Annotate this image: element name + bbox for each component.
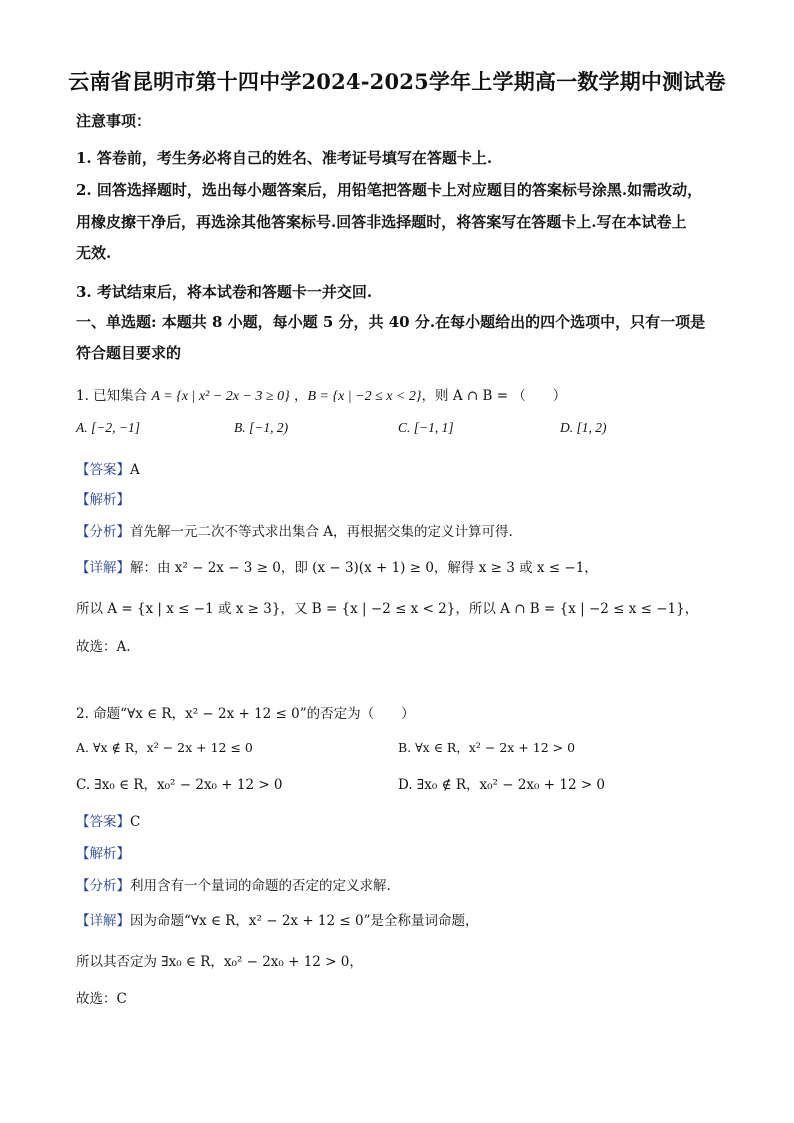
q2-option-b: B. ∀x ∈ R，x² − 2x + 12 > 0 [398, 740, 576, 755]
q1-stem-prefix: 1. 已知集合 [76, 388, 152, 404]
notice-item-2-line-1: 2. 回答选择题时，选出每小题答案后，用铅笔把答题卡上对应题目的答案标号涂黑.如需改动， [76, 181, 703, 199]
q1-option-d: D. [1, 2) [560, 420, 607, 435]
q2-stem: 2. 命题“∀x ∈ R，x² − 2x + 12 ≤ 0”的否定为（ ） [76, 706, 415, 722]
q2-fenxi [76, 874, 391, 894]
q2-option-d: D. ∃x₀ ∉ R，x₀² − 2x₀ + 12 > 0 [398, 777, 606, 793]
q2-detail-text-1: 因为命题“∀x ∈ R，x² − 2x + 12 ≤ 0”是全称量词命题， [130, 913, 479, 929]
detail-tag: 【详解】 [76, 560, 130, 576]
q2-detail-line-1 [76, 909, 478, 929]
q1-set-a: A = {x | x² − 2x − 3 ≥ 0} [151, 389, 290, 404]
section-heading-line-2: 符合题目要求的 [76, 344, 182, 362]
q2-fenxi-text: 利用含有一个量词的命题的否定的定义求解. [130, 878, 391, 894]
notice-item-3: 3. 考试结束后，将本试卷和答题卡一并交回. [76, 283, 373, 301]
q1-analysis-tag: 【解析】 [76, 492, 130, 508]
q2-answer [76, 810, 140, 830]
q2-analysis-tag: 【解析】 [76, 846, 130, 862]
q2-conclusion: 故选：C [76, 991, 127, 1007]
q1-fenxi [76, 520, 513, 540]
q1-stem [76, 384, 566, 405]
q1-option-b: B. [−1, 2) [234, 420, 289, 435]
answer-tag: 【答案】 [76, 462, 130, 478]
q2-detail-line-2: 所以其否定为 ∃x₀ ∈ R，x₀² − 2x₀ + 12 > 0， [76, 954, 363, 970]
q1-separator: ， [289, 388, 308, 404]
q1-option-c: C. [−1, 1] [398, 420, 454, 435]
q2-answer-value: C [130, 814, 141, 830]
q1-conclusion: 故选：A. [76, 639, 131, 655]
q1-detail-line-1 [76, 556, 598, 576]
fenxi-tag: 【分析】 [76, 524, 130, 540]
q1-option-a: A. [−2, −1] [76, 420, 140, 435]
q2-option-a: A. ∀x ∉ R，x² − 2x + 12 ≤ 0 [76, 740, 253, 755]
section-heading-line-1: 一、单选题: 本题共 8 小题，每小题 5 分，共 40 分.在每小题给出的四个选项中，只有一项是 [76, 313, 706, 331]
notice-item-2-line-2: 用橡皮擦干净后，再选涂其他答案标号.回答非选择题时，将答案写在答题卡上.写在本试卷上 [76, 213, 687, 231]
q2-option-c: C. ∃x₀ ∈ R，x₀² − 2x₀ + 12 > 0 [76, 777, 283, 793]
fenxi-tag: 【分析】 [76, 878, 130, 894]
q1-set-b: B = {x | −2 ≤ x < 2} [307, 389, 422, 404]
q1-answer [76, 458, 140, 478]
q1-detail-text-1: 解：由 x² − 2x − 3 ≥ 0，即 (x − 3)(x + 1) ≥ 0，解得 x ≥ 3 或 x ≤ −1， [130, 560, 598, 576]
detail-tag: 【详解】 [76, 913, 130, 929]
q1-fenxi-text: 首先解一元二次不等式求出集合 A，再根据交集的定义计算可得. [130, 524, 513, 540]
answer-tag: 【答案】 [76, 814, 130, 830]
q1-stem-suffix: ，则 A ∩ B = （ ） [421, 388, 567, 404]
notice-item-1: 1. 答卷前，考生务必将自己的姓名、准考证号填写在答题卡上. [76, 149, 493, 167]
q1-detail-line-2: 所以 A = {x | x ≤ −1 或 x ≥ 3}，又 B = {x | −2 ≤ x < 2}，所以 A ∩ B = {x | −2 ≤ x ≤ −1}， [76, 601, 699, 617]
notice-heading: 注意事项： [76, 112, 152, 130]
q1-answer-value: A [130, 462, 140, 478]
page-title: 云南省昆明市第十四中学2024-2025学年上学期高一数学期中测试卷 [68, 69, 726, 94]
notice-item-2-line-3: 无效. [76, 244, 112, 262]
